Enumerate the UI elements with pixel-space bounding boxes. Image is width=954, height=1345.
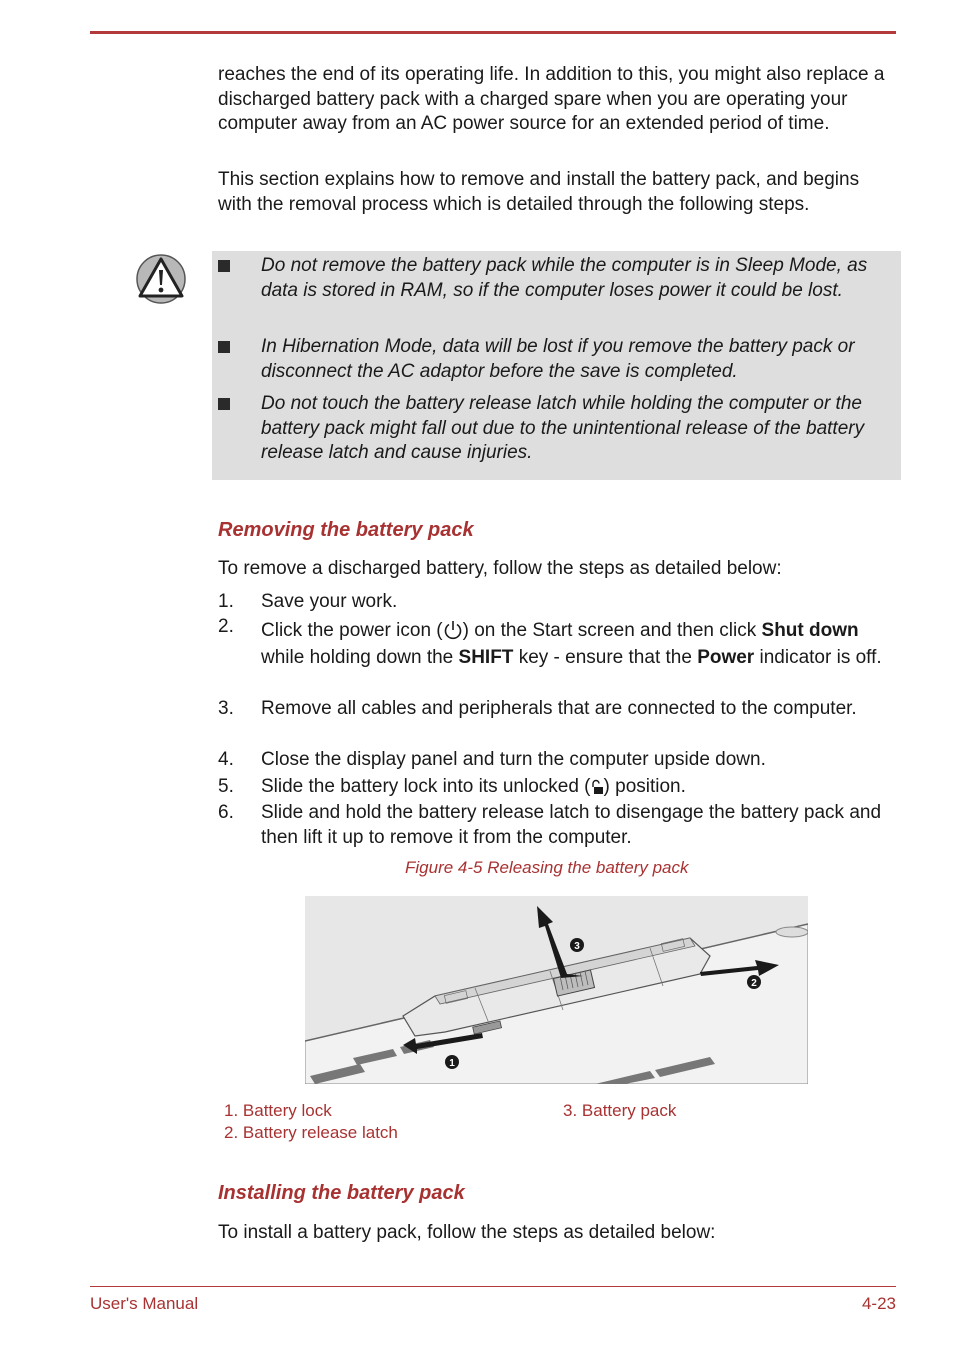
legend-item-battery-lock: 1. Battery lock	[224, 1101, 332, 1120]
step-text: Close the display panel and turn the computer upside down.	[261, 749, 766, 770]
intro-paragraph-2: This section explains how to remove and install the battery pack, and begins with the removal process which is detailed through the following steps.	[218, 169, 860, 215]
warning-icon	[136, 254, 186, 304]
footer-page-number: 4-23	[861, 1294, 896, 1313]
section-heading-installing: Installing the battery pack	[218, 1182, 465, 1204]
warning-item-release-latch: Do not touch the battery release latch while holding the computer or the battery pack might fall out due to the unintentional release of the battery release latch and cause injuries.	[261, 393, 865, 463]
footer-manual-title: User's Manual	[90, 1294, 199, 1313]
warning-bullet	[218, 260, 230, 272]
step-text: Remove all cables and peripherals that are connected to the computer.	[261, 698, 857, 719]
warning-bullet	[218, 398, 230, 410]
step-text-lock: Slide the battery lock into its unlocked ( ) position.	[261, 776, 686, 797]
figure-marker-2: 2	[751, 978, 757, 989]
step-text: Slide and hold the battery release latch to disengage the battery pack and then lift it up to remove it from the computer.	[261, 802, 882, 848]
step-number: 5.	[218, 776, 234, 797]
power-icon	[443, 620, 463, 640]
battery-figure	[305, 896, 808, 1084]
figure-marker-3: 3	[574, 941, 580, 952]
section-heading-removing: Removing the battery pack	[218, 519, 474, 541]
intro-paragraph-1: reaches the end of its operating life. In addition to this, you might also replace a discharged battery pack with a charged spare when you are operating your computer away from an AC power source for an extended period of time.	[218, 64, 885, 134]
footer-rule	[90, 1286, 896, 1287]
step-number: 6.	[218, 802, 234, 823]
unlocked-icon	[591, 779, 604, 795]
removing-intro: To remove a discharged battery, follow the steps as detailed below:	[218, 558, 782, 579]
installing-intro: To install a battery pack, follow the steps as detailed below:	[218, 1222, 716, 1243]
step-number: 4.	[218, 749, 234, 770]
legend-item-release-latch: 2. Battery release latch	[224, 1123, 398, 1142]
figure-marker-1: 1	[449, 1058, 455, 1069]
step-number: 3.	[218, 698, 234, 719]
step-text: Save your work.	[261, 591, 398, 612]
legend-item-battery-pack: 3. Battery pack	[563, 1101, 677, 1120]
step-number: 2.	[218, 616, 234, 637]
warning-bullet	[218, 341, 230, 353]
step-text-power: Click the power icon ( ) on the Start screen and then click Shut down while holding down the SHIFT key - ensure that the Power indicator is off.	[261, 620, 882, 668]
warning-item-hibernation: In Hibernation Mode, data will be lost if you remove the battery pack or disconnect the AC adaptor before the save is completed.	[261, 336, 855, 382]
figure-caption: Figure 4-5 Releasing the battery pack	[405, 858, 689, 877]
header-rule	[90, 31, 896, 34]
battery-illustration	[305, 896, 808, 1084]
step-number: 1.	[218, 591, 234, 612]
warning-item-sleep: Do not remove the battery pack while the computer is in Sleep Mode, as data is stored in RAM, so if the computer loses power it could be lost.	[261, 255, 868, 301]
